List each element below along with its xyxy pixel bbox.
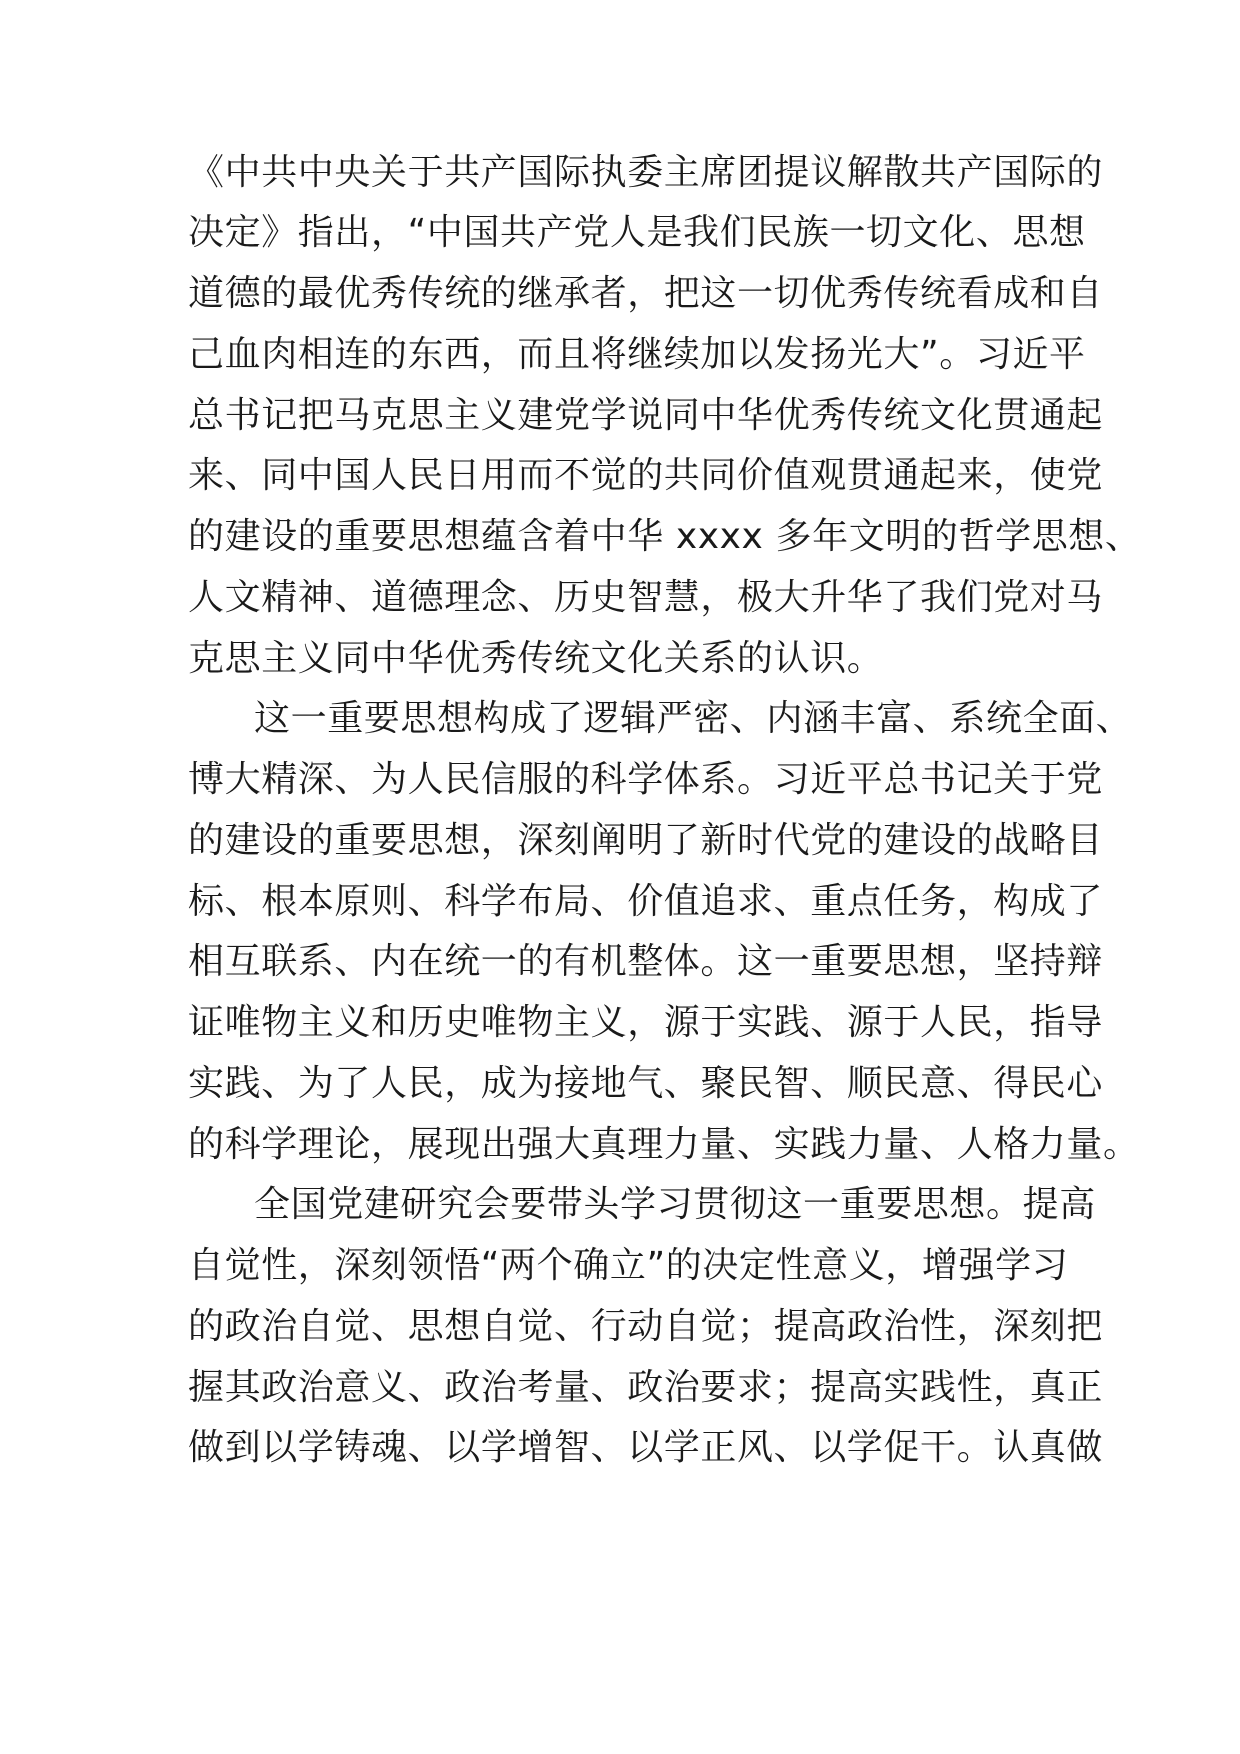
text-line: 证唯物主义和历史唯物主义，源于实践、源于人民，指导	[188, 1002, 1104, 1043]
text-line: 克思主义同中华优秀传统文化关系的认识。	[188, 638, 884, 679]
text-line: 博大精深、为人民信服的科学体系。习近平总书记关于党	[188, 759, 1104, 800]
text-line: 的科学理论，展现出强大真理力量、实践力量、人格力量。	[188, 1124, 1140, 1165]
text-line: 总书记把马克思主义建党学说同中华优秀传统文化贯通起	[188, 395, 1104, 436]
paragraph-first-line: 这一重要思想构成了逻辑严密、内涵丰富、系统全面、	[254, 698, 1133, 739]
text-line: 自觉性，深刻领悟“两个确立”的决定性意义，增强学习	[188, 1245, 1069, 1286]
text-line: 的政治自觉、思想自觉、行动自觉；提高政治性，深刻把	[188, 1306, 1104, 1347]
text-line: 己血肉相连的东西，而且将继续加以发扬光大”。习近平	[188, 334, 1086, 375]
text-line: 决定》指出，“中国共产党人是我们民族一切文化、思想	[188, 212, 1086, 253]
text-line: 握其政治意义、政治考量、政治要求；提高实践性，真正	[188, 1367, 1104, 1408]
paragraph-first-line: 全国党建研究会要带头学习贯彻这一重要思想。提高	[254, 1184, 1096, 1225]
text-line: 人文精神、道德理念、历史智慧，极大升华了我们党对马	[188, 577, 1104, 618]
text-line: 的建设的重要思想蕴含着中华 xxxx 多年文明的哲学思想、	[188, 516, 1142, 557]
text-line: 实践、为了人民，成为接地气、聚民智、顺民意、得民心	[188, 1063, 1104, 1104]
text-line: 《中共中央关于共产国际执委主席团提议解散共产国际的	[188, 152, 1104, 193]
text-line: 的建设的重要思想，深刻阐明了新时代党的建设的战略目	[188, 820, 1104, 861]
text-line: 做到以学铸魂、以学增智、以学正风、以学促干。认真做	[188, 1427, 1104, 1468]
text-line: 标、根本原则、科学布局、价值追求、重点任务，构成了	[188, 881, 1104, 922]
text-line: 相互联系、内在统一的有机整体。这一重要思想，坚持辩	[188, 941, 1104, 982]
text-line: 道德的最优秀传统的继承者，把这一切优秀传统看成和自	[188, 273, 1104, 314]
text-line: 来、同中国人民日用而不觉的共同价值观贯通起来，使党	[188, 455, 1104, 496]
